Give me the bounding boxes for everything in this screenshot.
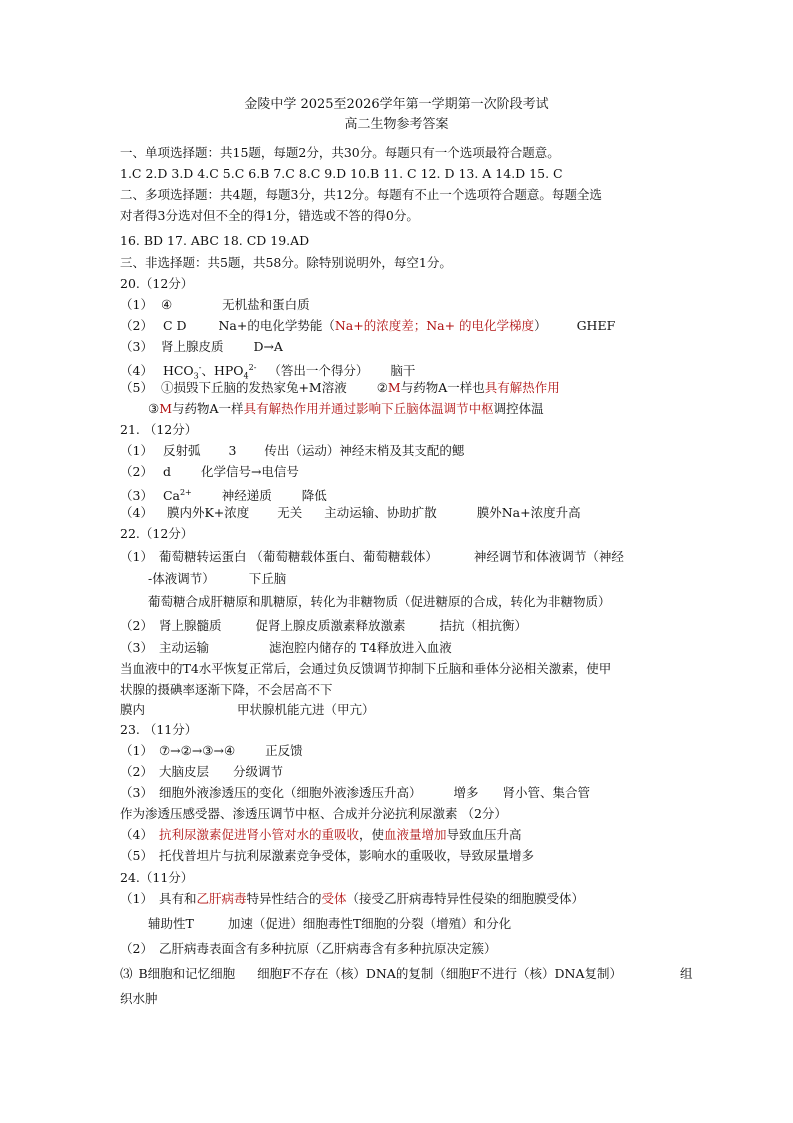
q24-answer-3-end: 组	[680, 966, 693, 981]
q24-3-num: ⑶	[120, 966, 133, 981]
q20-4-hco-sub: 3	[193, 371, 199, 381]
q20-5-m: M	[387, 380, 401, 395]
q24-answer-1	[120, 891, 584, 907]
q20-5-circle3: ③	[148, 401, 160, 416]
q23-5-part1: 托伐普坦片与抗利尿激素竞争受体，影响水的重吸收，导致尿量增多	[158, 848, 534, 863]
q20-2-num: （2）	[120, 318, 153, 333]
q20-2-part2: Na+的电化学势能（	[218, 318, 335, 333]
q20-5-end: 调控体温	[493, 401, 544, 416]
q23-4-num: （4）	[120, 827, 153, 842]
section3-heading: 三、非选择题：共5题，共58分。除特别说明外，每空1分。	[120, 255, 452, 270]
q24-2-part1: 乙肝病毒表面含有多种抗原（乙肝病毒含有多种抗原决定簇）	[158, 941, 497, 956]
q21-answer-1	[120, 443, 464, 459]
q20-title: 20.（12分）	[120, 276, 194, 291]
q22-answer-3	[120, 640, 452, 656]
q20-3-part1: 肾上腺皮质	[160, 339, 224, 354]
q24-answer-3-line2: 织水肿	[120, 991, 158, 1006]
q20-5-mechanism: 具有解热作用并通过影响下丘脑体温调节中枢	[243, 401, 494, 416]
q22-1-part3: -体液调节）	[148, 571, 215, 586]
q20-4-hpo-sup: 2-	[248, 363, 257, 372]
q20-2-part1: C D	[162, 318, 187, 333]
q20-4-num: （4）	[120, 363, 153, 379]
q20-1-num: （1）	[120, 297, 153, 312]
document-title: 金陵中学 2025至2026学年第一学期第一次阶段考试	[244, 97, 549, 112]
q23-1-part2: 正反馈	[265, 743, 303, 758]
q20-5-m2: M	[159, 401, 173, 416]
q20-5-effect: 具有解热作用	[484, 380, 560, 395]
q20-3-part2: D→A	[253, 339, 283, 354]
q24-1-part1: 具有和	[158, 891, 197, 906]
q21-1-num: （1）	[120, 443, 153, 458]
q22-answer-1-cont	[148, 571, 286, 587]
q20-4-hco: HCO	[162, 363, 194, 379]
q21-4-part4: 膜外Na+浓度升高	[476, 505, 581, 520]
q23-1-num: （1）	[120, 743, 153, 758]
q21-title: 21. （12分）	[120, 422, 198, 437]
q22-2-part3: 拮抗（相抗衡）	[439, 618, 527, 633]
q20-answer-2	[120, 318, 615, 334]
q21-2-part1: d	[162, 464, 171, 479]
q21-3-num: （3）	[120, 488, 153, 504]
q24-3-part2: 细胞F不存在（核）DNA的复制（细胞F不进行（核）DNA复制）	[257, 966, 622, 981]
q23-answer-5	[120, 848, 534, 864]
q20-4-note: （答出一个得分）	[268, 363, 369, 379]
q23-1-part1: ⑦→②→③→④	[158, 743, 236, 758]
q24-3-part1: B细胞和记忆细胞	[138, 966, 236, 981]
q21-3-part2: 神经递质	[221, 488, 272, 504]
section1-heading: 一、单项选择题：共15题，每题2分，共30分。每题只有一个选项最符合题意。	[120, 145, 560, 160]
q23-3-part1: 细胞外液渗透压的变化（细胞外液渗透压升高）	[158, 785, 422, 800]
q23-4-part2: ，使	[358, 827, 384, 842]
q20-2-part4: ）	[534, 318, 547, 333]
q21-2-part2: 化学信号→电信号	[200, 464, 299, 479]
q21-4-part3: 主动运输、协助扩散	[324, 505, 437, 520]
q24-1-text	[159, 891, 584, 907]
q20-5-same2: 与药物A一样	[172, 401, 244, 416]
q20-5-part1: ①损毁下丘脑的发热家兔+M溶液	[160, 380, 347, 395]
q20-answer-5	[120, 380, 560, 396]
q21-answer-3	[120, 485, 327, 504]
q24-answer-1-cont	[148, 916, 511, 932]
q23-4-text	[159, 827, 522, 843]
q21-3-ca-sup: 2+	[179, 488, 192, 497]
q20-answer-5-cont	[148, 401, 544, 417]
q21-answer-4	[120, 505, 581, 521]
q21-3-part3: 降低	[301, 488, 327, 504]
q21-3-ca-text: Ca	[162, 488, 180, 504]
q24-title: 24.（11分）	[120, 870, 194, 885]
q22-1-part2: 神经调节和体液调节（神经	[473, 549, 624, 564]
q24-answer-3	[120, 966, 622, 982]
q21-answer-2	[120, 464, 299, 480]
q21-4-part1: 膜内外K+浓度	[166, 505, 250, 520]
q20-1-part2: 无机盐和蛋白质	[222, 297, 310, 312]
q22-title: 22.（12分）	[120, 526, 194, 541]
q22-3-part5: 膜内	[120, 702, 146, 717]
q23-2-part2: 分级调节	[232, 764, 283, 779]
section2-answers: 16. BD 17. ABC 18. CD 19.AD	[120, 233, 310, 248]
q24-1-part2: 乙肝病毒	[196, 891, 247, 906]
q23-answer-4	[120, 827, 522, 843]
q20-5-same: 与药物A一样也	[400, 380, 485, 395]
section1-answers: 1.C 2.D 3.D 4.C 5.C 6.B 7.C 8.C 9.D 10.B 11. C 12. D 13. A 14.D 15. C	[120, 166, 563, 181]
q20-5-num: （5）	[120, 380, 153, 395]
q23-3-part2: 增多	[453, 785, 479, 800]
q24-1-part6: 辅助性T	[148, 916, 194, 931]
document-subtitle: 高二生物参考答案	[344, 117, 449, 132]
q23-3-part3: 肾小管、集合管	[502, 785, 590, 800]
q23-5-num: （5）	[120, 848, 153, 863]
q20-4-part2: 脑干	[390, 363, 416, 379]
q23-4-part4: 导致血压升高	[446, 827, 522, 842]
q22-answer-1	[120, 549, 624, 565]
q22-answer-3-line3: 状腺的摄碘率逐渐下降，不会居高不下	[120, 682, 333, 697]
q22-1-part4: 下丘脑	[248, 571, 287, 586]
q23-answer-1	[120, 743, 303, 759]
q20-1-part1: ④	[160, 297, 173, 312]
q23-title: 23. （11分）	[120, 722, 198, 737]
q22-3-num: （3）	[120, 640, 153, 655]
q24-answer-2	[120, 941, 496, 957]
q22-3-part6: 甲状腺机能亢进（甲亢）	[237, 702, 375, 717]
q20-4-hco-sup: -	[198, 363, 202, 372]
q24-1-num: （1）	[120, 891, 153, 906]
q20-5-part2	[377, 380, 560, 396]
q22-answer-3-line2: 当血液中的T4水平恢复正常后，会通过负反馈调节抑制下丘脑和垂体分泌相关激素，使甲	[120, 661, 612, 676]
q22-2-part2: 促肾上腺皮质激素释放激素	[255, 618, 406, 633]
q20-2-part3: Na+的浓度差；Na+ 的电化学梯度	[334, 318, 535, 333]
q23-answer-3	[120, 785, 590, 801]
q21-1-part2: 3	[228, 443, 237, 458]
q23-answer-3-line2: 作为渗透压感受器、渗透压调节中枢、合成并分泌抗利尿激素 （2分）	[120, 806, 507, 821]
q22-3-part1: 主动运输	[158, 640, 209, 655]
q24-1-part7: 加速（促进）细胞毒性T细胞的分裂（增殖）和分化	[227, 916, 512, 931]
q20-answer-3	[120, 339, 283, 355]
q21-1-part1: 反射弧	[162, 443, 201, 458]
q23-answer-2	[120, 764, 283, 780]
section2-heading-line1: 二、多项选择题：共4题，每题3分，共12分。每题有不止一个选项符合题意。每题全选	[120, 187, 602, 202]
q23-2-part1: 大脑皮层	[158, 764, 209, 779]
q20-2-part5: GHEF	[576, 318, 616, 333]
q22-1-part1: 葡萄糖转运蛋白 （葡萄糖载体蛋白、葡萄糖载体）	[158, 549, 438, 564]
q23-4-part1: 抗利尿激素促进肾小管对水的重吸收	[158, 827, 359, 842]
q24-1-part4: 受体	[321, 891, 347, 906]
q20-4-hpo-sub: 4	[243, 371, 249, 381]
q20-4-hpo: 、HPO	[201, 363, 244, 379]
q22-answer-3-line4	[120, 702, 375, 718]
q24-2-num: （2）	[120, 941, 153, 956]
q24-1-part5: （接受乙肝病毒特异性侵染的细胞膜受体）	[346, 891, 585, 906]
q23-2-num: （2）	[120, 764, 153, 779]
q22-3-part2: 滤泡腔内储存的 T4释放进入血液	[268, 640, 452, 655]
q22-answer-2	[120, 618, 527, 634]
q23-4-part3: 血液量增加	[383, 827, 447, 842]
q20-3-num: （3）	[120, 339, 153, 354]
q21-2-num: （2）	[120, 464, 153, 479]
q23-3-num: （3）	[120, 785, 153, 800]
q21-4-part2: 无关	[277, 505, 303, 520]
q22-2-part1: 肾上腺髓质	[158, 618, 222, 633]
q20-answer-1	[120, 297, 310, 313]
q21-1-part3: 传出（运动）神经末梢及其支配的鳃	[264, 443, 465, 458]
q22-1-num: （1）	[120, 549, 153, 564]
q20-5-circle2: ②	[376, 380, 388, 395]
section2-heading-line2: 对者得3分选对但不全的得1分，错选或不答的得0分。	[120, 208, 419, 223]
q21-3-ca	[163, 485, 192, 504]
q24-1-part3: 特异性结合的	[246, 891, 322, 906]
q22-answer-1-line3: 葡萄糖合成肝糖原和肌糖原，转化为非糖物质（促进糖原的合成，转化为非糖物质）	[148, 594, 611, 609]
q22-2-num: （2）	[120, 618, 153, 633]
q21-4-num: （4）	[120, 505, 153, 520]
